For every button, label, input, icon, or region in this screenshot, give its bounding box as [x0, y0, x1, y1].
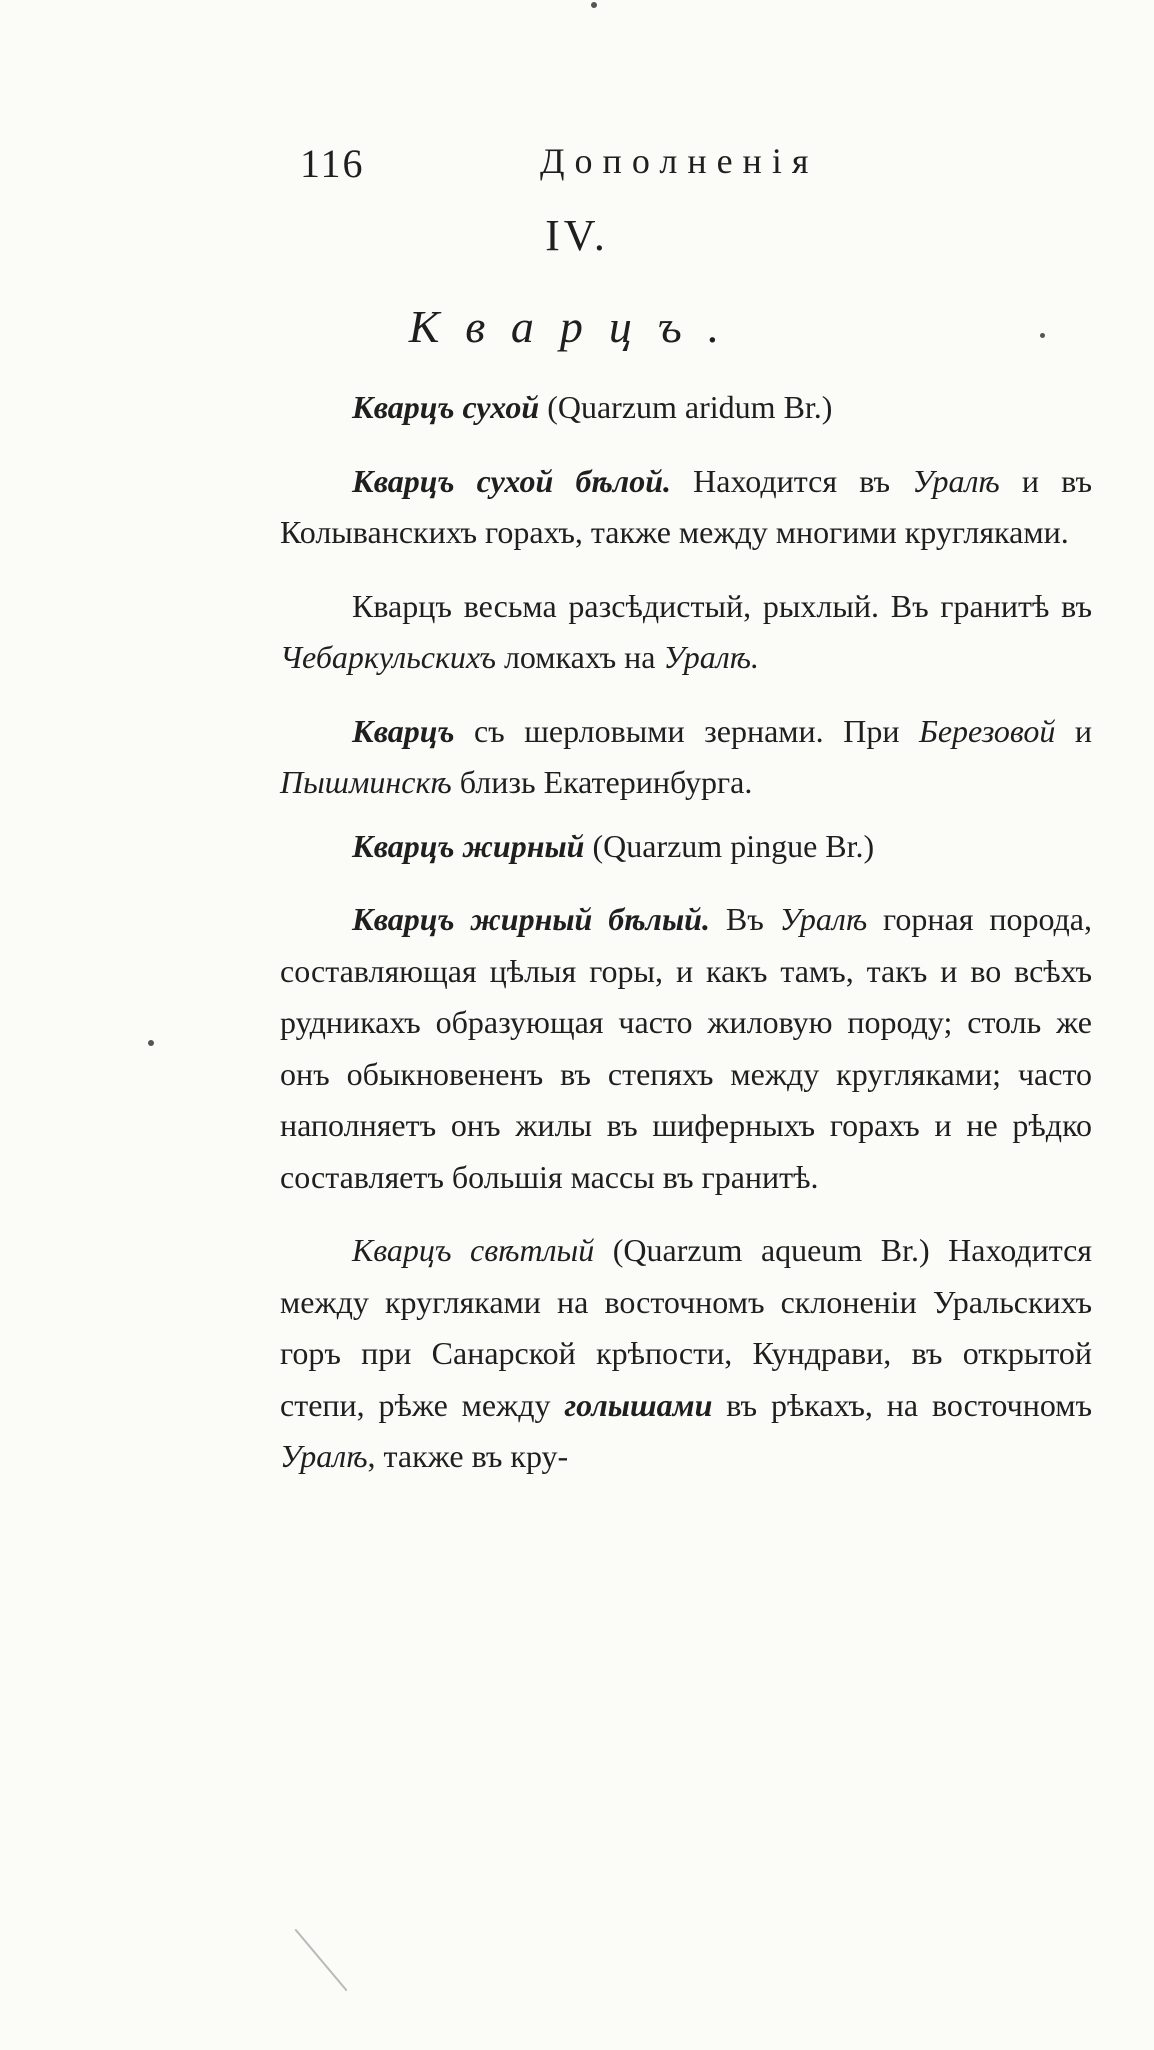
- place-name: Чебаркульскихъ: [280, 639, 496, 675]
- text: Кварцъ весьма разсѣдистый, рыхлый. Въ гранитѣ въ: [352, 587, 1092, 624]
- text: (Quarzum aqueum Br.) Находится между кругляками на восточномъ склоненіи Уральскихъ горъ при Санарской крѣпости, Кундрави, въ открытой степи, рѣже между: [280, 1232, 1093, 1423]
- paragraph-greasy-quartz: [280, 821, 1092, 873]
- paragraph-dry-quartz: [280, 382, 1092, 434]
- text: горная порода, составляющая цѣлыя горы, и какъ тамъ, такъ и во всѣхъ рудникахъ образующая часто жиловую породу; столь же онъ обыкновененъ въ степяхъ между кругляками; часто наполняетъ онъ жилы въ шиферныхъ горахъ и не рѣдко составляетъ большія массы въ гранитѣ.: [280, 901, 1092, 1195]
- paragraph-clear-quartz: [280, 1225, 1092, 1483]
- ink-speck: [148, 1040, 154, 1046]
- place-name: Пышминскѣ: [280, 764, 452, 800]
- section-number: IV.: [545, 211, 609, 260]
- paragraph-fractured-quartz: [280, 581, 1092, 684]
- term: Кварцъ свѣтлый: [352, 1232, 595, 1268]
- page-header: [300, 140, 900, 190]
- section-title: Кварцъ.: [408, 301, 746, 352]
- term: Кварцъ сухой: [352, 389, 540, 425]
- text: (Quarzum aridum Br.): [539, 389, 833, 425]
- text: (Quarzum pingue Br.): [584, 827, 875, 864]
- text: и: [1055, 712, 1093, 749]
- term: Кварцъ жирный: [352, 827, 585, 864]
- text: , также въ кру-: [367, 1438, 569, 1474]
- term: Кварцъ жирный бѣлый.: [352, 901, 710, 937]
- text: и въ Колыванскихъ горахъ, также между многими кругляками.: [280, 462, 1093, 550]
- place-name: Уралѣ: [280, 1438, 368, 1474]
- term: Кварцъ сухой бѣлой.: [352, 462, 672, 499]
- paper-scratch: [295, 1929, 348, 1992]
- term: голышами: [564, 1386, 713, 1423]
- text: въ рѣкахъ, на восточномъ: [712, 1386, 1093, 1423]
- paragraph-dry-white-quartz: [280, 456, 1092, 559]
- place-name: Уралѣ: [912, 462, 1000, 499]
- ink-speck: [1040, 333, 1045, 338]
- ink-speck: [591, 2, 597, 8]
- place-name: Уралѣ.: [663, 639, 760, 675]
- text: близь Екатеринбурга.: [451, 764, 753, 800]
- text: съ шерловыми зернами. При: [454, 712, 919, 749]
- text: Находится въ: [671, 462, 913, 499]
- place-name: Березовой: [918, 712, 1056, 749]
- paragraph-schorl-quartz: [280, 706, 1092, 809]
- running-title: Дополненія: [540, 141, 819, 181]
- text: Въ: [709, 901, 780, 937]
- body-text: [280, 382, 1092, 1495]
- text: ломкахъ на: [495, 639, 664, 675]
- place-name: Уралѣ: [779, 901, 868, 937]
- term: Кварцъ: [352, 712, 455, 749]
- paragraph-greasy-white-quartz: [280, 894, 1092, 1203]
- page-number: 116: [300, 141, 365, 186]
